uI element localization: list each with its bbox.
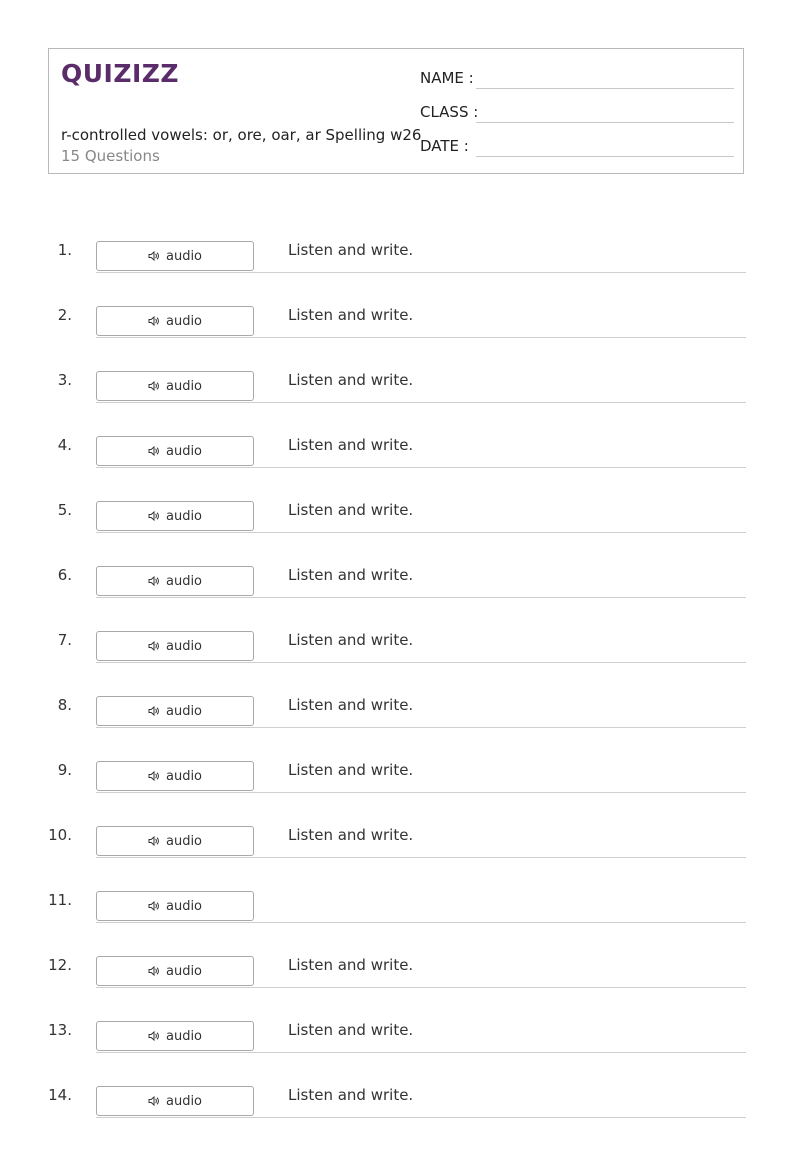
date-field[interactable] [420, 135, 734, 157]
audio-button-label: audio [165, 573, 203, 589]
question-row [48, 501, 746, 566]
answer-line[interactable] [96, 792, 746, 793]
answer-line[interactable] [96, 402, 746, 403]
audio-button-label: audio [165, 248, 203, 264]
audio-button[interactable] [96, 956, 254, 986]
answer-line[interactable] [96, 337, 746, 338]
question-prompt: Listen and write. [288, 696, 414, 714]
audio-button-label: audio [165, 378, 203, 394]
question-number: 14. [48, 1086, 72, 1104]
audio-button[interactable] [96, 1086, 254, 1116]
audio-button[interactable] [96, 371, 254, 401]
audio-button-label: audio [165, 1028, 203, 1044]
question-number: 5. [57, 501, 72, 519]
audio-button-label: audio [165, 833, 203, 849]
question-prompt: Listen and write. [288, 371, 414, 389]
class-field[interactable] [420, 101, 734, 123]
answer-line[interactable] [96, 922, 746, 923]
question-row [48, 956, 746, 1021]
answer-line[interactable] [96, 1052, 746, 1053]
question-prompt: Listen and write. [288, 501, 414, 519]
speaker-icon [148, 900, 160, 912]
speaker-icon [148, 575, 160, 587]
speaker-icon [148, 250, 160, 262]
question-prompt: Listen and write. [288, 1086, 414, 1104]
answer-line[interactable] [96, 467, 746, 468]
speaker-icon [148, 965, 160, 977]
question-prompt: Listen and write. [288, 241, 414, 259]
answer-line[interactable] [96, 857, 746, 858]
question-number: 9. [57, 761, 72, 779]
answer-line[interactable] [96, 597, 746, 598]
question-prompt: Listen and write. [288, 826, 414, 844]
question-row [48, 1086, 746, 1151]
question-number: 7. [57, 631, 72, 649]
question-prompt: Listen and write. [288, 956, 414, 974]
audio-button[interactable] [96, 696, 254, 726]
audio-button-label: audio [165, 508, 203, 524]
speaker-icon [148, 770, 160, 782]
question-prompt: Listen and write. [288, 436, 414, 454]
question-number: 4. [57, 436, 72, 454]
audio-button-label: audio [165, 443, 203, 459]
answer-line[interactable] [96, 987, 746, 988]
class-line[interactable] [476, 122, 734, 123]
speaker-icon [148, 835, 160, 847]
audio-button[interactable] [96, 241, 254, 271]
speaker-icon [148, 510, 160, 522]
audio-button-label: audio [165, 313, 203, 329]
question-number: 3. [57, 371, 72, 389]
speaker-icon [148, 705, 160, 717]
audio-button-label: audio [165, 1093, 203, 1109]
question-row [48, 566, 746, 631]
answer-line[interactable] [96, 662, 746, 663]
question-row [48, 631, 746, 696]
question-row [48, 436, 746, 501]
question-row [48, 241, 746, 306]
question-row [48, 761, 746, 826]
speaker-icon [148, 1030, 160, 1042]
class-label: CLASS : [420, 103, 479, 121]
answer-line[interactable] [96, 1117, 746, 1118]
name-label: NAME : [420, 69, 474, 87]
question-number: 11. [48, 891, 72, 909]
name-field[interactable] [420, 67, 734, 89]
audio-button-label: audio [165, 638, 203, 654]
audio-button[interactable] [96, 436, 254, 466]
quizizz-logo: QUIZIZZ [61, 59, 180, 88]
speaker-icon [148, 315, 160, 327]
date-line[interactable] [476, 156, 734, 157]
question-row [48, 696, 746, 761]
speaker-icon [148, 380, 160, 392]
audio-button[interactable] [96, 306, 254, 336]
question-row [48, 371, 746, 436]
question-number: 13. [48, 1021, 72, 1039]
question-prompt: Listen and write. [288, 306, 414, 324]
question-count: 15 Questions [61, 147, 160, 165]
worksheet-header [48, 48, 744, 174]
question-prompt: Listen and write. [288, 631, 414, 649]
question-number: 12. [48, 956, 72, 974]
question-number: 6. [57, 566, 72, 584]
audio-button-label: audio [165, 703, 203, 719]
question-row [48, 826, 746, 891]
speaker-icon [148, 445, 160, 457]
audio-button-label: audio [165, 898, 203, 914]
audio-button[interactable] [96, 891, 254, 921]
question-row [48, 306, 746, 371]
answer-line[interactable] [96, 532, 746, 533]
question-row [48, 891, 746, 956]
question-prompt: Listen and write. [288, 761, 414, 779]
question-prompt: Listen and write. [288, 1021, 414, 1039]
question-number: 10. [48, 826, 72, 844]
question-number: 2. [57, 306, 72, 324]
answer-line[interactable] [96, 272, 746, 273]
audio-button[interactable] [96, 501, 254, 531]
worksheet-title: r-controlled vowels: or, ore, oar, ar Spelling w26 [61, 126, 422, 144]
audio-button[interactable] [96, 631, 254, 661]
question-prompt: Listen and write. [288, 566, 414, 584]
speaker-icon [148, 1095, 160, 1107]
question-number: 8. [57, 696, 72, 714]
name-line[interactable] [476, 88, 734, 89]
date-label: DATE : [420, 137, 469, 155]
audio-button-label: audio [165, 768, 203, 784]
question-row [48, 1021, 746, 1086]
audio-button[interactable] [96, 1021, 254, 1051]
audio-button-label: audio [165, 963, 203, 979]
question-number: 1. [57, 241, 72, 259]
audio-button[interactable] [96, 761, 254, 791]
audio-button[interactable] [96, 826, 254, 856]
answer-line[interactable] [96, 727, 746, 728]
audio-button[interactable] [96, 566, 254, 596]
speaker-icon [148, 640, 160, 652]
